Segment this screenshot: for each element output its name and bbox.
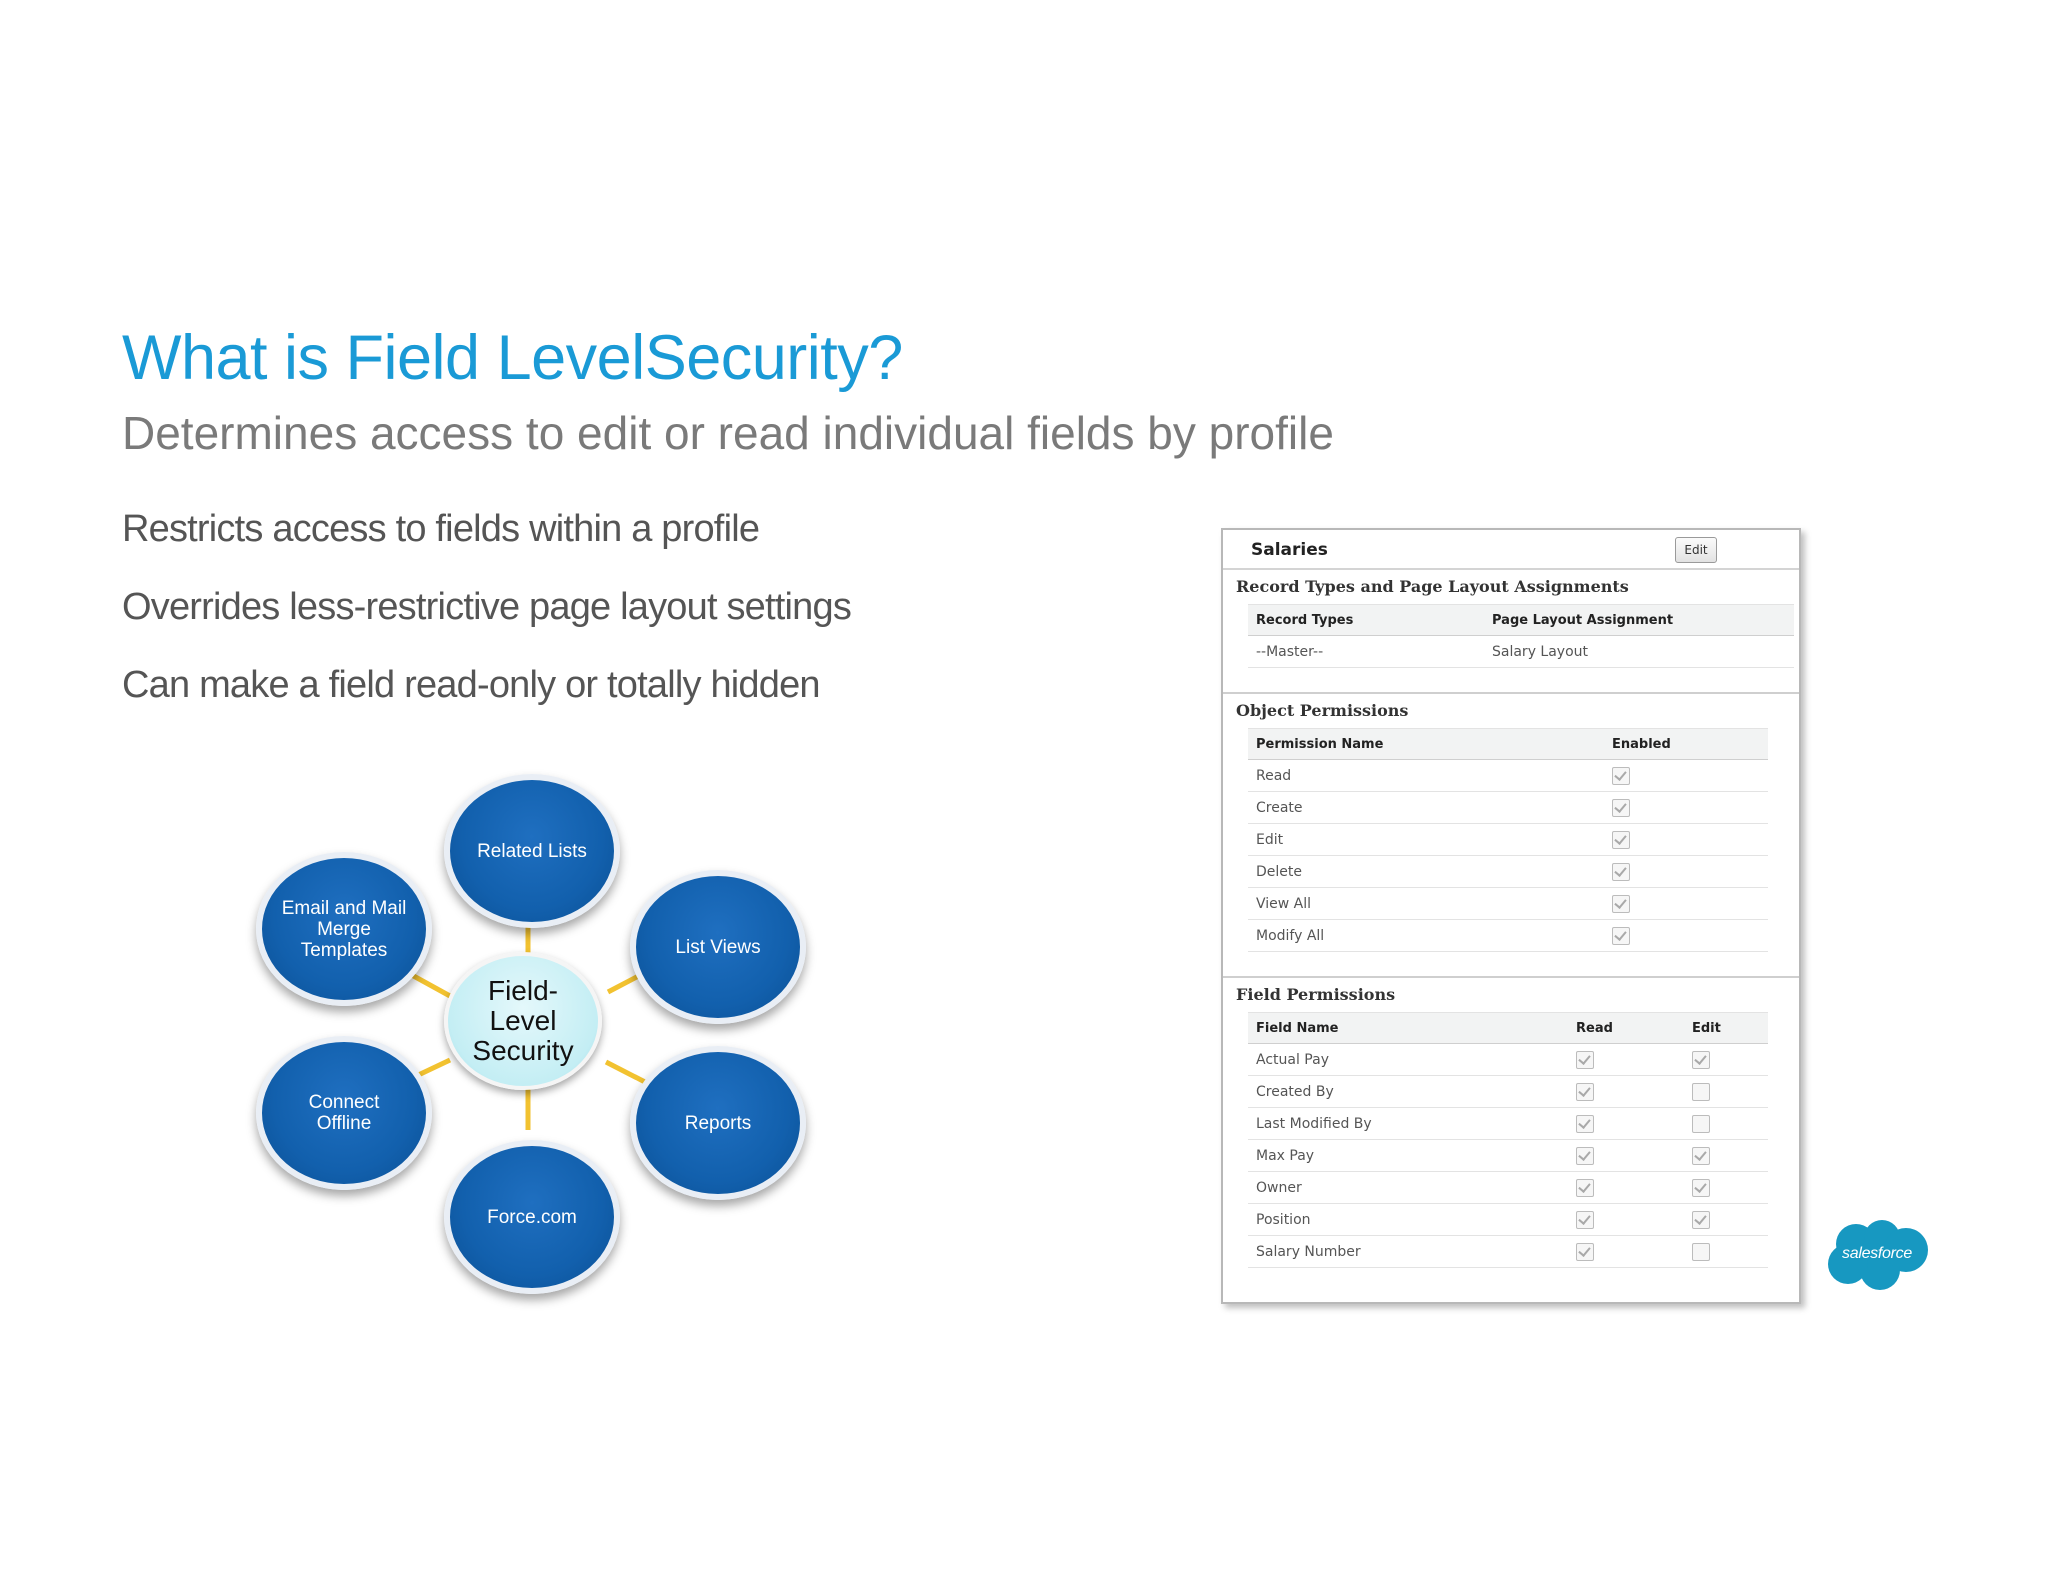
read-checkbox[interactable] [1576,1083,1594,1101]
field-permissions-table [1248,1012,1768,1268]
record-type-cell: --Master-- [1248,636,1484,668]
edit-checkbox[interactable] [1692,1211,1710,1229]
column-header: Page Layout Assignment [1484,605,1794,636]
edit-checkbox[interactable] [1692,1179,1710,1197]
table-row [1248,760,1768,792]
field-name-cell: Last Modified By [1248,1108,1568,1140]
table-row [1248,1108,1768,1140]
panel-header [1223,530,1799,570]
enabled-checkbox[interactable] [1612,895,1630,913]
table-header-row [1248,605,1794,636]
field-name-cell: Position [1248,1204,1568,1236]
field-name-cell: Actual Pay [1248,1044,1568,1076]
section-divider [1223,952,1799,978]
read-checkbox[interactable] [1576,1179,1594,1197]
slide-title: What is Field LevelSecurity? [122,323,903,393]
node-label: Connect Offline [308,1092,380,1134]
table-row [1248,856,1768,888]
layout-assignment-cell: Salary Layout [1484,636,1794,668]
table-row [1248,792,1768,824]
node-label: Related Lists [477,840,587,862]
column-header: Record Types [1248,605,1484,636]
column-header: Field Name [1248,1013,1568,1044]
node-label: Reports [684,1112,752,1134]
node-list-views [630,870,806,1024]
node-label: Email and Mail Merge Templates [281,897,407,961]
field-level-security-diagram [240,760,820,1300]
permission-name-cell: Create [1248,792,1604,824]
salaries-panel [1221,528,1801,1304]
enabled-checkbox[interactable] [1612,767,1630,785]
table-row [1248,1172,1768,1204]
object-permissions-table [1248,728,1768,952]
object-permissions-section-title: Object Permissions [1236,701,1409,720]
table-row [1248,1076,1768,1108]
edit-checkbox[interactable] [1692,1147,1710,1165]
column-header: Enabled [1604,729,1768,760]
bullet-item: Can make a field read-only or totally hidden [122,664,820,706]
node-connect-offline [256,1036,432,1190]
column-header: Read [1568,1013,1684,1044]
enabled-checkbox[interactable] [1612,799,1630,817]
node-label: Force.com [487,1206,577,1228]
center-node-label: Field-Level Security [472,975,574,1066]
enabled-checkbox[interactable] [1612,831,1630,849]
panel-title: Salaries [1251,540,1328,560]
table-row [1248,1140,1768,1172]
enabled-checkbox[interactable] [1612,863,1630,881]
table-row [1248,1044,1768,1076]
permission-name-cell: View All [1248,888,1604,920]
field-name-cell: Max Pay [1248,1140,1568,1172]
node-force-com [444,1140,620,1294]
field-name-cell: Owner [1248,1172,1568,1204]
field-name-cell: Created By [1248,1076,1568,1108]
node-reports [630,1046,806,1200]
record-types-section-title: Record Types and Page Layout Assignments [1236,577,1629,596]
column-header: Edit [1684,1013,1768,1044]
enabled-checkbox[interactable] [1612,927,1630,945]
table-header-row [1248,1013,1768,1044]
connector-line [410,974,450,996]
table-row [1248,888,1768,920]
salesforce-logo [1824,1218,1930,1294]
read-checkbox[interactable] [1576,1147,1594,1165]
table-header-row [1248,729,1768,760]
section-divider [1223,668,1799,694]
table-row [1248,1204,1768,1236]
edit-checkbox[interactable] [1692,1083,1710,1101]
center-node [444,952,602,1090]
edit-checkbox[interactable] [1692,1115,1710,1133]
record-types-table [1248,604,1794,668]
permission-name-cell: Delete [1248,856,1604,888]
node-label: List Views [675,936,761,958]
node-related-lists [444,774,620,928]
read-checkbox[interactable] [1576,1115,1594,1133]
edit-checkbox[interactable] [1692,1243,1710,1261]
edit-checkbox[interactable] [1692,1051,1710,1069]
read-checkbox[interactable] [1576,1051,1594,1069]
connector-line [606,1062,645,1082]
slide-subtitle: Determines access to edit or read individual fields by profile [122,407,1334,459]
edit-button[interactable]: Edit [1675,537,1717,563]
bullet-item: Overrides less-restrictive page layout settings [122,586,852,628]
read-checkbox[interactable] [1576,1243,1594,1261]
field-name-cell: Salary Number [1248,1236,1568,1268]
bullet-item: Restricts access to fields within a profile [122,508,760,550]
permission-name-cell: Edit [1248,824,1604,856]
table-row [1248,920,1768,952]
node-email-mail-merge [256,852,432,1006]
column-header: Permission Name [1248,729,1604,760]
permission-name-cell: Modify All [1248,920,1604,952]
table-row [1248,824,1768,856]
salesforce-logo-text: salesforce [1842,1245,1912,1262]
read-checkbox[interactable] [1576,1211,1594,1229]
field-permissions-section-title: Field Permissions [1236,985,1396,1004]
permission-name-cell: Read [1248,760,1604,792]
table-row [1248,636,1794,668]
table-row [1248,1236,1768,1268]
bullet-list [122,508,851,742]
